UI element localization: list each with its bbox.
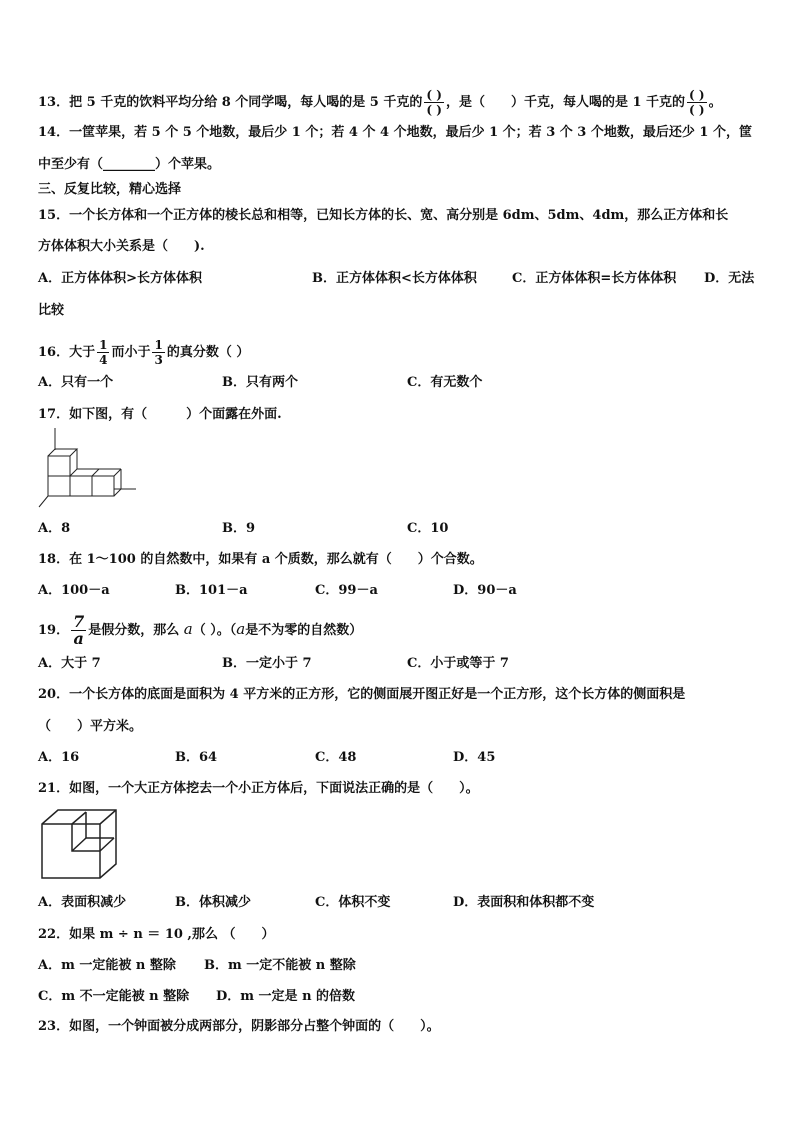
question-16: 16．大于 $\frac{1}{4}$ 而小于 $\frac{1}{3}$ 的真分数（ ） (38, 338, 250, 367)
q22-stem: 22．如果 m ÷ n ＝ 10 ,那么 （ ） (38, 927, 275, 942)
question-13 (38, 88, 722, 117)
q21-cube-figure (40, 808, 118, 880)
q20-option-d[interactable]: D．45 (453, 750, 496, 765)
q18-option-d[interactable]: D．90－a (453, 583, 517, 598)
q20-line-2: （ ）平方米。 (38, 719, 143, 734)
q21-stem: 21．如图，一个大正方体挖去一个小正方体后，下面说法正确的是（ ）。 (38, 781, 479, 796)
q15-option-d-cont: 比较 (38, 303, 65, 318)
q13-fraction-1: $\frac{( )}{( )}$ (426, 88, 442, 117)
q16-option-b[interactable]: B．只有两个 (222, 375, 298, 390)
q23-stem: 23．如图，一个钟面被分成两部分，阴影部分占整个钟面的（ ）。 (38, 1019, 440, 1034)
q19-option-c[interactable]: C．小于或等于 7 (407, 656, 509, 671)
q15-option-d[interactable]: D．无法 (704, 271, 755, 286)
q20-option-a[interactable]: A．16 (38, 750, 80, 765)
q21-option-b[interactable]: B．体积减少 (175, 895, 251, 910)
section-title: 三、反复比较，精心选择 (38, 182, 182, 197)
q20-option-b[interactable]: B．64 (175, 750, 218, 765)
q19-option-b[interactable]: B．一定小于 7 (222, 656, 312, 671)
q17-option-a[interactable]: A．8 (38, 521, 71, 536)
q18-option-c[interactable]: C．99－a (315, 583, 378, 598)
q15-line-2: 方体体积大小关系是（ ). (38, 239, 205, 254)
q14-line-1: 14．一筐苹果，若 5 个 5 个地数，最后少 1 个；若 4 个 4 个地数，最后少 1 个；若 3 个 3 个地数，最后还少 1 个，筐 (38, 125, 752, 140)
q20-line-1: 20．一个长方体的底面是面积为 4 平方米的正方形，它的侧面展开图正好是一个正方形，这个长方体的侧面积是 (38, 687, 686, 702)
q18-stem: 18．在 1～100 的自然数中，如果有 a 个质数，那么就有（ ）个合数。 (38, 552, 483, 567)
q19-variable-a: a (183, 620, 193, 638)
q19-variable-a-2: a (236, 620, 246, 638)
q19-fraction: $\frac{7}{a}$ (73, 612, 85, 648)
q14-line-2: 中至少有（________）个苹果。 (38, 157, 221, 172)
q22-option-d[interactable]: D．m 一定是 n 的倍数 (216, 989, 356, 1004)
q13-fraction-2: $\frac{( )}{( )}$ (689, 88, 705, 117)
q16-fraction-quarter: $\frac{1}{4}$ (99, 338, 108, 367)
q17-option-c[interactable]: C．10 (407, 521, 449, 536)
q17-cubes-figure (38, 428, 138, 510)
q22-option-c[interactable]: C．m 不一定能被 n 整除 (38, 989, 190, 1004)
q16-option-c[interactable]: C．有无数个 (407, 375, 483, 390)
q13-text-c: 。 (708, 95, 722, 110)
q19-option-a[interactable]: A．大于 7 (38, 656, 101, 671)
q17-stem: 17．如下图，有（ ）个面露在外面. (38, 407, 282, 422)
q22-option-a[interactable]: A．m 一定能被 n 整除 (38, 958, 176, 973)
q13-text-b: ，是（ ）千克，每人喝的是 1 千克的 (445, 95, 686, 110)
q18-option-b[interactable]: B．101－a (175, 583, 248, 598)
q21-option-a[interactable]: A．表面积减少 (38, 895, 127, 910)
q21-option-d[interactable]: D．表面积和体积都不变 (453, 895, 595, 910)
q15-line-1: 15．一个长方体和一个正方体的棱长总和相等，已知长方体的长、宽、高分别是 6dm、5dm、4dm，那么正方体和长 (38, 208, 729, 223)
q15-option-b[interactable]: B．正方体体积<长方体体积 (312, 271, 477, 286)
q17-option-b[interactable]: B．9 (222, 521, 256, 536)
q16-fraction-third: $\frac{1}{3}$ (154, 338, 163, 367)
q15-option-c[interactable]: C．正方体体积=长方体体积 (512, 271, 677, 286)
q13-text-a: 13．把 5 千克的饮料平均分给 8 个同学喝，每人喝的是 5 千克的 (38, 95, 423, 110)
q16-option-a[interactable]: A．只有一个 (38, 375, 114, 390)
q18-option-a[interactable]: A．100－a (38, 583, 110, 598)
q22-option-b[interactable]: B．m 一定不能被 n 整除 (204, 958, 356, 973)
q21-option-c[interactable]: C．体积不变 (315, 895, 391, 910)
q20-option-c[interactable]: C．48 (315, 750, 357, 765)
question-19: 19． $\frac{7}{a}$ 是假分数，那么 a（ ）。（a是不为零的自然数） (38, 612, 363, 648)
q15-option-a[interactable]: A．正方体体积>长方体体积 (38, 271, 202, 286)
